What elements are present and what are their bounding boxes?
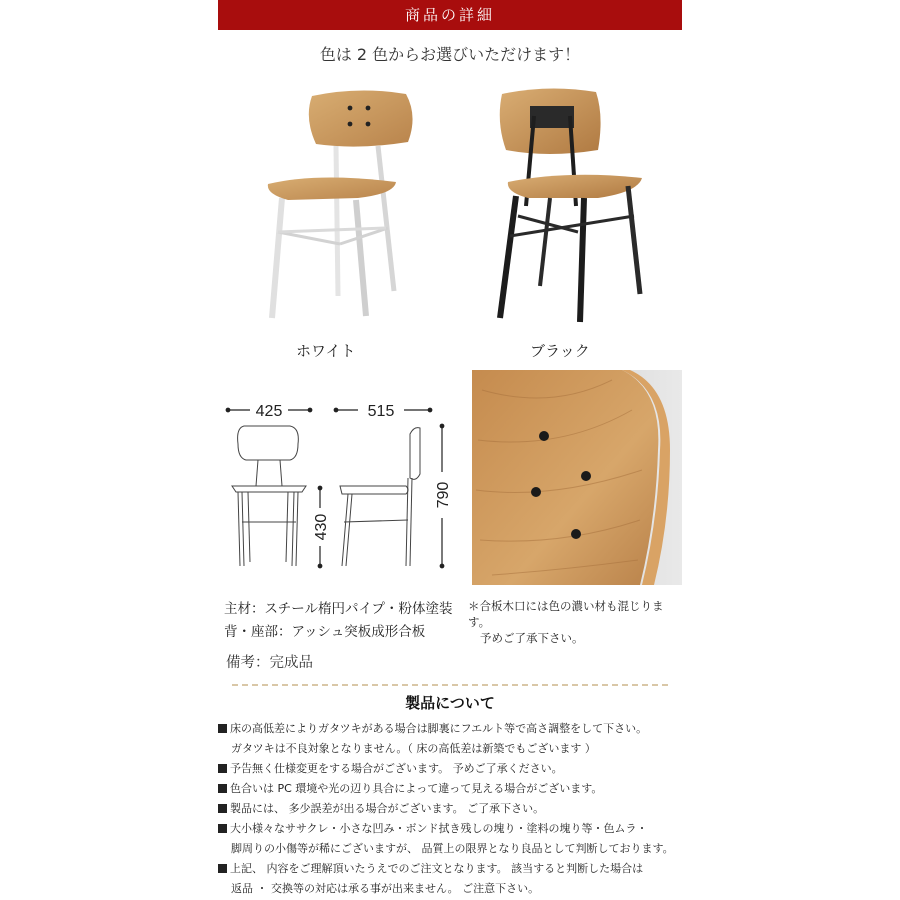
- bullet-square-icon: [218, 784, 227, 793]
- about-product-title: 製品について: [405, 694, 495, 712]
- dim-width-label: 425: [255, 403, 283, 420]
- dim-depth-label: 515: [367, 403, 395, 420]
- remark-text: 備考：完成品: [226, 655, 313, 671]
- color-choice-subtitle: 色は 2 色からお選びいただけます！: [319, 45, 581, 64]
- list-item: 製品には、 多少誤差が出る場合がございます。 ご了承下さい。: [218, 799, 688, 819]
- list-item: 床の高低差によりガタツキがある場合は脚裏にフエルト等で高さ調整をして下さい。 ガタツキは不良対象となりません。（ 床の高低差は新築でもございます ）: [218, 719, 688, 759]
- wood-closeup-image: [472, 370, 682, 585]
- section-header: 商品の詳細: [218, 0, 682, 30]
- dim-seat-height-label: 430: [313, 513, 330, 541]
- color-label-white: ホワイト: [296, 342, 356, 360]
- wood-note-line2: 予めご了承下さい。: [480, 631, 584, 645]
- wood-edge-note: [468, 598, 682, 646]
- list-item: 色合いは PC 環境や光の辺り具合によって違って見える場合がございます。: [218, 779, 688, 799]
- wood-note-line1: ＊合板木口には色の濃い材も混じります。: [468, 599, 664, 629]
- bullet-square-icon: [218, 764, 227, 773]
- list-item: 予告無く仕様変更をする場合がございます。 予めご了承ください。: [218, 759, 688, 779]
- bullet-square-icon: [218, 724, 227, 733]
- bullet-square-icon: [218, 824, 227, 833]
- dim-height-label: 790: [435, 481, 452, 509]
- dimension-drawing: [224, 398, 456, 586]
- list-item: 上記、 内容をご理解頂いたうえでのご注文となります。 該当すると判断した場合は 返品 ・ 交換等の対応は承る事が出来ません。 ご注意下さい。: [218, 859, 688, 899]
- white-chair-image: [258, 86, 418, 326]
- section-divider: [232, 684, 668, 686]
- black-chair-image: [488, 86, 648, 326]
- color-label-black: ブラック: [530, 342, 590, 360]
- material-seat: 背・座部：アッシュ突板成形合板: [224, 624, 426, 640]
- notice-list: [218, 719, 688, 899]
- list-item: 大小様々なササクレ・小さな凹み・ボンド拭き残しの塊り・塗料の塊り等・色ムラ・ 脚周りの小傷等が稀にございますが、 品質上の限界となり良品として判断しております。: [218, 819, 688, 859]
- bullet-square-icon: [218, 804, 227, 813]
- product-detail-page: [218, 0, 682, 900]
- bullet-square-icon: [218, 864, 227, 873]
- material-frame: 主材：スチール楕円パイプ・粉体塗装: [224, 601, 453, 617]
